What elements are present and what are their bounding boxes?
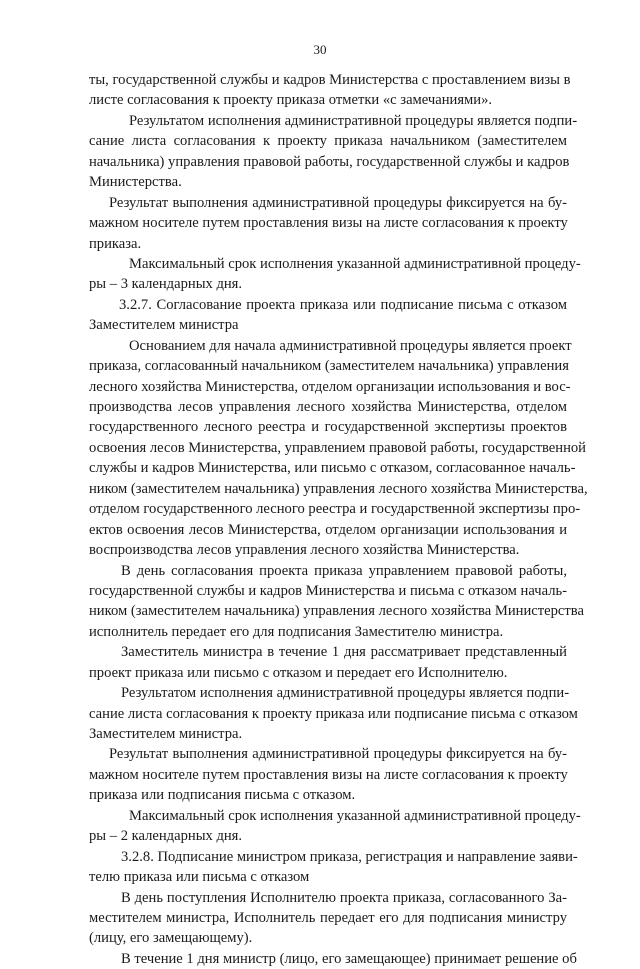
text-line: Результатом исполнения административной процедуры является подпи-	[121, 685, 570, 702]
document-body	[89, 70, 588, 969]
text-line: государственного лесного реестра и государственной экспертизы проектов	[89, 419, 567, 436]
text-line: приказа.	[89, 235, 142, 252]
section-heading: Заместителем министра	[89, 317, 239, 334]
text-line: сание листа согласования к проекту приказа или подписание письма с отказом	[89, 705, 578, 722]
text-line: (лицу, его замещающему).	[89, 930, 253, 947]
text-line: исполнитель передает его для подписания Заместителю министра.	[89, 623, 504, 640]
text-line: освоения лесов Министерства, управлением правовой работы, государственной	[89, 439, 586, 456]
text-line: проект приказа или письмо с отказом и передает его Исполнителю.	[89, 664, 508, 681]
text-line: ектов освоения лесов Министерства, отделом организации использования и	[89, 521, 567, 538]
text-line: В день согласования проекта приказа управлением правовой работы,	[121, 562, 567, 579]
text-line: Максимальный срок исполнения указанной административной процеду-	[129, 255, 581, 272]
section-heading: 3.2.7. Согласование проекта приказа или подписание письма с отказом	[119, 296, 567, 313]
text-line: мажном носителе путем проставления визы на листе согласования к проекту	[89, 766, 568, 783]
text-line: начальника) управления правовой работы, государственной службы и кадров	[89, 153, 570, 170]
text-line: ры – 2 календарных дня.	[89, 828, 243, 845]
text-line: государственной службы и кадров Министерства и письма с отказом началь-	[89, 582, 567, 599]
section-heading: телю приказа или письма с отказом	[89, 869, 310, 886]
text-line: ником (заместителем начальника) управления лесного хозяйства Министерства	[89, 603, 584, 620]
text-line: Результат выполнения административной процедуры фиксируется на бу-	[109, 194, 567, 211]
text-line: приказа или подписания письма с отказом.	[89, 787, 356, 804]
text-line: Основанием для начала административной процедуры является проект	[129, 337, 572, 354]
text-line: лесного хозяйства Министерства, отделом организации использования и вос-	[89, 378, 571, 395]
text-line: мажном носителе путем проставления визы на листе согласования к проекту	[89, 215, 568, 232]
text-line: Результат выполнения административной процедуры фиксируется на бу-	[109, 746, 567, 763]
text-line: В течение 1 дня министр (лицо, его замещающее) принимает решение об	[121, 950, 577, 967]
text-line: листе согласования к проекту приказа отметки «с замечаниями».	[89, 92, 493, 109]
text-line: местителем министра, Исполнитель передает его для подписания министру	[89, 909, 567, 926]
text-line: Министерства.	[89, 174, 182, 191]
text-line: сание листа согласования к проекту приказа начальником (заместителем	[89, 133, 567, 150]
text-line: Результатом исполнения административной процедуры является подпи-	[129, 112, 578, 129]
text-line: ником (заместителем начальника) управления лесного хозяйства Министерства,	[89, 480, 588, 497]
text-line: Максимальный срок исполнения указанной административной процеду-	[129, 807, 581, 824]
page-number: 30	[313, 42, 327, 57]
text-line: службы и кадров Министерства, или письмо с отказом, согласованное началь-	[89, 460, 576, 477]
text-line: воспроизводства лесов управления лесного хозяйства Министерства.	[89, 542, 520, 559]
text-line: производства лесов управления лесного хозяйства Министерства, отделом	[89, 399, 567, 415]
text-line: Заместитель министра в течение 1 дня рассматривает представленный	[121, 644, 567, 661]
section-heading: 3.2.8. Подписание министром приказа, регистрация и направление заяви-	[121, 848, 578, 865]
text-line: отделом государственного лесного реестра и государственной экспертизы про-	[89, 501, 581, 518]
text-line: ры – 3 календарных дня.	[89, 276, 243, 293]
text-line: В день поступления Исполнителю проекта приказа, согласованного За-	[121, 889, 567, 906]
text-line: приказа, согласованный начальником (заместителем начальника) управления	[89, 358, 569, 375]
text-line: ты, государственной службы и кадров Министерства с проставлением визы в	[89, 72, 571, 88]
text-line: Заместителем министра.	[89, 726, 243, 742]
